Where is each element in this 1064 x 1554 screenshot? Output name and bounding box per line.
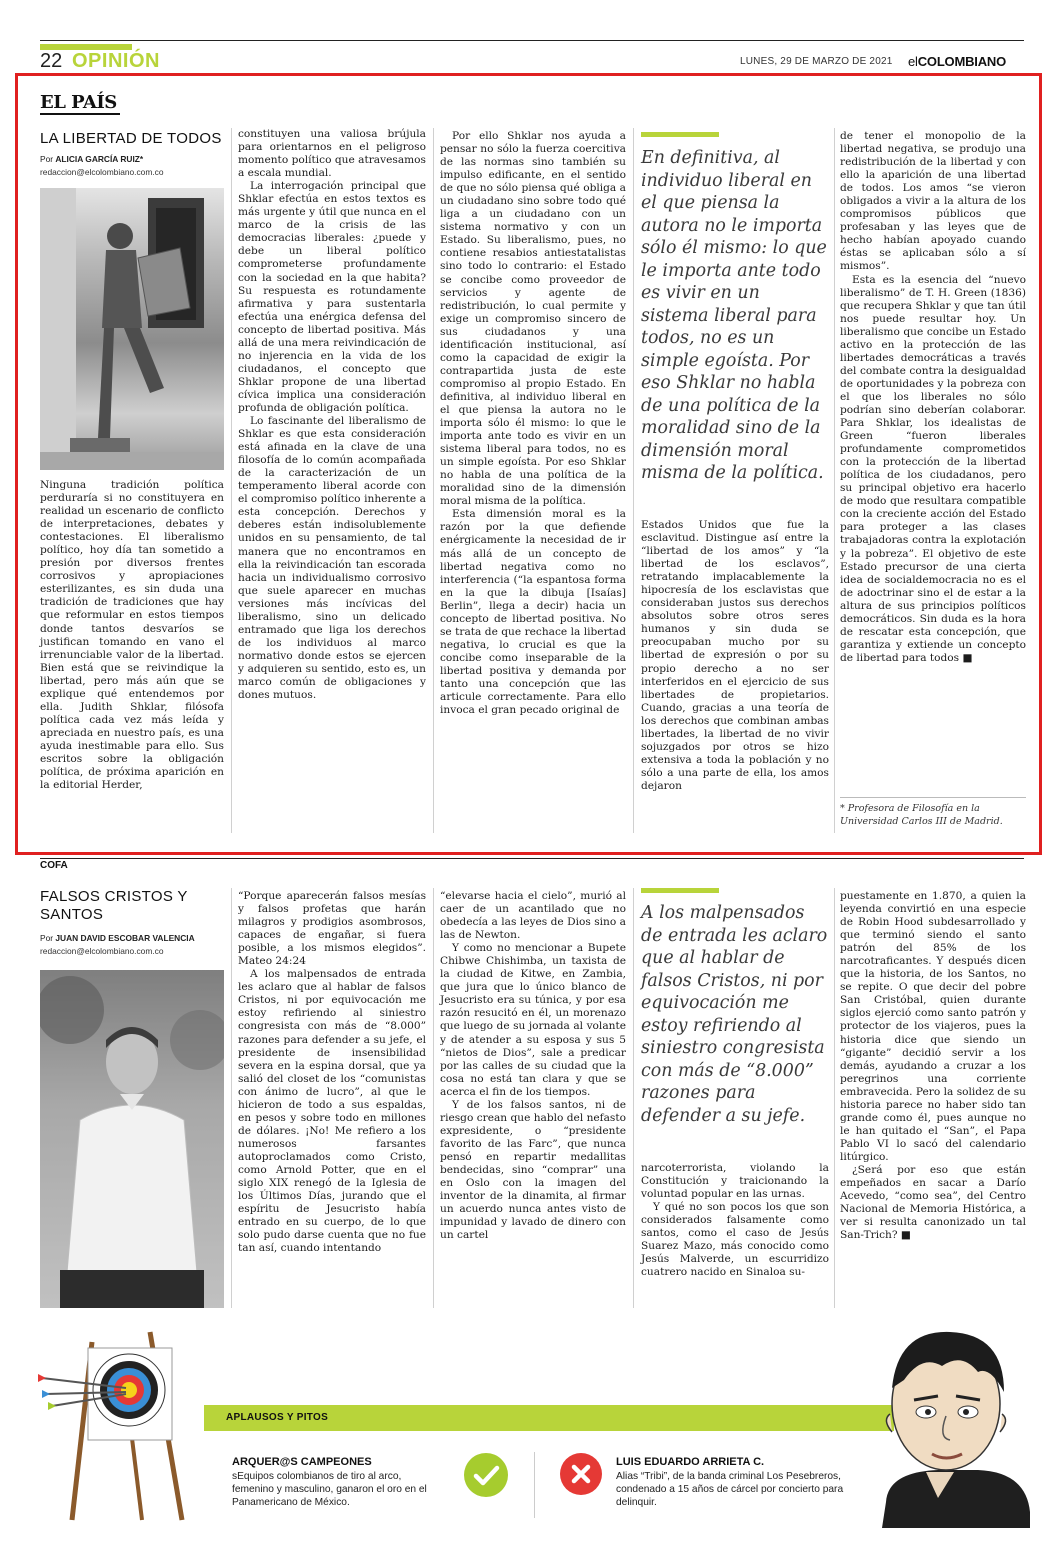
article2-photo-author [40, 970, 224, 1308]
article2-author: JUAN DAVID ESCOBAR VALENCIA [55, 933, 195, 943]
article1-paragraph: Estados Unidos que fue la esclavitud. Distingue así entre la “libertad de los amos” y “la libertad de los esclavos”, retratando implacablemente la hipocresía de los esclavistas que consideraban justos sus derechos absolutos sobre otros seres humanos y sin duda se preocupaban mucho por su libertad de expresión o por su propio derecho a no ser interferidos en el ejercicio de sus libertades de propietarios. Cuando, gracias a una teoría de los derechos que combinan ambas libertades, la libertad de no vivir sojuzgados por otros se hizo extensiva a toda la población y no sólo a una parte de ella, los amos dejaron [641, 519, 829, 792]
article1-footnote: * Profesora de Filosofía en la Universidad Carlos III de Madrid. [840, 803, 1003, 827]
column-divider [633, 888, 634, 1308]
article1-paragraph: de tener el monopolio de la libertad negativa, se produjo una redistribución de la libertad y con ello la aparición de una libertad de todos. Los amos “se vieron obligados a vivir a la altura de los compromisos públicos que profesaban y las leyes que de hecho habían apoyado cuando éstas se aplicaban sólo a sí mismos”. [840, 130, 1026, 273]
article1-column-4 [641, 519, 829, 793]
column-divider [231, 888, 232, 1308]
article2-paragraph: Y de los falsos santos, ni de riesgo crean que hablo del nefasto expresidente, o “presidente favorito de las Farc”, que nunca pensó en repartir medallitas bendecidas, sino “comprar” una en Oslo con la imagen del inventor de la dinamita, al firmar un acuerdo nunca antes visto de impunidad y lavado de dinero con un cartel [440, 1098, 626, 1242]
article2-paragraph: A los malpensados de entrada les aclaro que al hablar de falsos Cristos, ni por equivocación me estoy refiriendo al siniestro congresista con más de “8.000” razones para defender a su jefe, el presidente de insensibilidad severa en la espina dorsal, que ya salió del closet de los “comunistas con ánimo de lucro”, al que le hicieron de todo a sus espaldas, en pesos y sobre todo en millones de dólares. ¡No! Me refiero a los numerosos farsantes autoproclamados como Cristo, como Arnold Potter, que en el siglo XIX renegó de la Iglesia de los Últimos Días, jurando que el espíritu de Jesucristo había entrado en su cuerpo, de lo que solo pudo darse cuenta que no fue tan así, cuando intentando [238, 968, 426, 1255]
article1-column-2 [238, 128, 426, 702]
article1-email: redaccion@elcolombiano.com.co [40, 167, 164, 177]
column-divider [433, 888, 434, 1308]
header-date: LUNES, 29 DE MARZO DE 2021 [740, 56, 893, 67]
article2-column-3 [440, 890, 626, 1242]
article2-pull-quote: A los malpensados de entrada les aclaro que al hablar de falsos Cristos, ni por equivocación me estoy refiriendo al siniestro congresista con más de “8.000” razones para defender a su jefe. [641, 903, 828, 1126]
footnote-rule [840, 797, 1026, 798]
masthead-logo [908, 54, 1006, 69]
article1-photo-statue [40, 188, 224, 470]
pull-quote-accent-bar [641, 132, 719, 137]
article1-paragraph: Esta dimensión moral es la razón por la que defiende enérgicamente la necesidad de ir más allá de un concepto de libertad negativa como no interferencia (“la espantosa forma en la que la dibuja [Isaías] Berlin”, llega a decir) hacia un concepto de libertad positiva. No se trata de que rechace la libertad negativa, lo crucial es que la concibe como inseparable de la libertad positiva y demanda por tanto una concepción que las articule correctamente. Para ello invoca el gran pecado original de [440, 508, 626, 717]
article2-paragraph: “Porque aparecerán falsos mesías y falsos profetas que harán milagros y prodigios asombrosos, capaces de engañar, si fuera posible, a los mismos elegidos”. Mateo 24:24 [238, 890, 426, 968]
pull-quote-accent-bar [641, 888, 719, 893]
article2-title-line1: FALSOS CRISTOS Y [40, 888, 188, 905]
article2-paragraph: puestamente en 1.870, a quien la leyenda convirtió en una especie de Robin Hood subdesarrollado y que terminó siendo el santo patrón del 85% de los narcotraficantes. Y después dicen que la historia, de los Santos, no se repite. O que decir del pobre San Cristóbal, quien durante siglos ejerció como santo patrón y protector de los viajeros, pues la historia dice que siendo un “gigante” decidió servir a los demás, ayudando a cruzar a los peregrinos una corriente embravecida. Pero la solidez de su historia parece no haber sido tan grande como él, pues aunque no le han quitado el “San”, el Papa Pablo VI lo sacó del calendario litúrgico. [840, 890, 1026, 1163]
column-divider [433, 128, 434, 833]
column-divider [633, 128, 634, 833]
masthead-prefix: el [908, 54, 918, 69]
source-logo-rule [40, 113, 120, 115]
article2-paragraph: narcoterrorista, violando la Constitución y traicionando la voluntad popular en las urnas. [641, 1162, 829, 1201]
article1-paragraph: Lo fascinante del liberalismo de Shklar es que esta consideración está afinada en la clave de una filosofía de lo común acompañada de la caracterización de un temperamento liberal acorde con el compromiso político inherente a esta concepción. Derechos y deberes están indisolublemente unidos en su pensamiento, de tal manera que no encontramos en ella la reivindicación tan escorada hacia un individualismo corrosivo que suele aparecer en muchas versiones más incívicas del liberalismo, sino un delicado entramado que liga los derechos de los individuos al marco normativo donde estos se ejercen y adquieren su sentido, esto es, un marco común de obligaciones y dones mutuos. [238, 415, 426, 702]
aplausos-divider [534, 1452, 535, 1518]
article1-column-5 [840, 130, 1026, 665]
article1-byline [40, 154, 143, 164]
author-portrait-illustration [40, 970, 224, 1308]
article1-column-3 [440, 130, 626, 717]
applause-text: sEquipos colombianos de tiro al arco, femenino y masculino, ganaron el oro en el Panamericano de México. [232, 1471, 427, 1508]
byline-prefix: Por [40, 933, 56, 943]
column-divider [231, 128, 232, 833]
article2-column-2 [238, 890, 426, 1255]
article2-paragraph: “elevarse hacia el cielo”, murió al caer de un acantilado que no obedecía a las leyes de Dios sino a las de Newton. [440, 890, 626, 942]
section-name: OPINIÓN [72, 50, 160, 72]
pito-text: Alias “Tribi”, de la banda criminal Los Pesebreros, condenado a 15 años de cárcel por concierto para delinquir. [616, 1471, 844, 1508]
article2-title-line2: SANTOS [40, 906, 104, 923]
article1-paragraph: Ninguna tradición política perduraría si no constituyera en realidad un escenario de conflicto de interpretaciones, debates y contestaciones. El liberalismo político, hoy día tan sometido a presión por diversos frentes corrosivos y apropiaciones esterilizantes, es sin duda una tradición de tradiciones que hay que reformular en estos tiempos donde tantos desvaríos se justifican tomando en vano el irrenunciable valor de la libertad. Bien está que se reivindique la libertad, pero más aún que se explique qué entendemos por ella. Judith Shklar, filósofa política cada vez más leída y apreciada en nuestro país, es una ayuda inestimable para ello. Sus escritos sobre la obligación política, de próxima aparición en la editorial Herder, [40, 479, 224, 792]
article1-paragraph: Por ello Shklar nos ayuda a pensar no sólo la fuerza coercitiva de las normas sino también su impulso edificante, en el sentido de que no sólo piensa qué obliga a un ciudadano sino sobre todo qué liga a un ciudadano con un sistema normativo y con un Estado. Su liberalismo, pues, no contiene resabios antiestatalistas sino todo lo contrario: el Estado se concibe como proveedor de servicios y agente de redistribución, lo cual permite y exige un compromiso sincero de sus ciudadanos y una identificación institucional, así como la capacidad de exigir la contrapartida justa de este compromiso al propio Estado. En definitiva, al individuo liberal en el que piensa la autora no le importa sólo él mismo: lo que le importa ante todo es vivir en un sistema liberal para todos, no es un simple egoísta. Por eso Shklar no habla de una política de la moralidad sino de la dimensión moral misma de la política. [440, 130, 626, 508]
article1-paragraph: La interrogación principal que Shklar efectúa en estos textos es más urgente y útil que nunca en el marco de la crisis de las democracias liberales: ¿puede y debe un liberal político comprometerse profundamente con la sociedad en la que habita? Su respuesta es rotundamente afirmativa y para sustentarla efectúa una enérgica defensa del concepto de libertad positiva. Más allá de una mera reivindicación de no injerencia en la vida de los ciudadanos, el concepto que Shklar propone de una libertad cívica implica una consideración profunda de obligación política. [238, 180, 426, 414]
column-divider [834, 888, 835, 1308]
article1-paragraph: constituyen una valiosa brújula para orientarnos en el peligroso momento político que atravesamos a escala mundial. [238, 128, 426, 180]
article2-byline [40, 933, 195, 943]
article2-email: redaccion@elcolombiano.com.co [40, 946, 164, 956]
section-rule [40, 858, 1024, 859]
article1-author: ALICIA GARCÍA RUIZ* [55, 154, 144, 164]
article2-column-5 [840, 890, 1026, 1242]
article1-paragraph: Esta es la esencia del “nuevo liberalismo” de T. H. Green (1836) que recupera Shklar y que tan útil nos puede resultar hoy. Un liberalismo que concibe un Estado activo en la protección de las libertades democráticas a través del combate contra la desigualdad de oportunidades y la pobreza con el que los liberales no sólo podrían sino deberían colaborar. Para Shklar, los idealistas de Green “fueron liberales profundamente comprometidos con la protección de la libertad política de los ciudadanos, pero su principal objetivo era hacerlo de modo que resultara compatible con la creciente acción del Estado para proteger a las clases trabajadoras contra la explotación y la pobreza”. El objetivo de este Estado precursor de una cierta idea de socialdemocracia no es el de adoctrinar sino el de estar a la altura de sus principios políticos democráticos. Sin duda es la hora de rescatar esta concepción, que garantiza y extiende un concepto de libertad para todos ■ [840, 273, 1026, 664]
article2-paragraph: Y como no mencionar a Bupete Chibwe Chishimba, un taxista de la ciudad de Kitwe, en Zambia, que jura que lo único blanco de Jesucristo era su túnica, y por esa razón resucitó en él, un morenazo que luego de su jornada al volante y de atender a su esposa y sus 5 “nietos de Dios”, sale a predicar por las calles de su ciudad que la cosa no está tan clara y que se acerca el fin de los tiempos. [440, 942, 626, 1098]
article2-paragraph: Y qué no son pocos los que son considerados falsamente como santos, como el caso de Jesús Suarez Mazo, más conocido como Jesús Malverde, un escurridizo cuatrero nacido en Sinaloa su- [641, 1201, 829, 1279]
aplausos-banner-title: APLAUSOS Y PITOS [226, 1412, 329, 1423]
caricature-illustration [858, 1322, 1038, 1528]
column-divider [834, 128, 835, 833]
article2-paragraph: ¿Será por eso que están empeñados en sacar a Darío Acevedo, “como sea”, del Centro Nacional de Memoria Histórica, a ver si resulta canonizado un tal San-Trich? ■ [840, 1163, 1026, 1242]
article2-column-4 [641, 1162, 829, 1279]
byline-prefix: Por [40, 154, 56, 164]
page-number: 22 [40, 50, 63, 72]
statue-illustration [40, 188, 224, 470]
masthead-name: COLOMBIANO [917, 54, 1006, 69]
header-rule [40, 40, 1024, 41]
applause-title: ARQUER@S CAMPEONES [232, 1456, 372, 1468]
source-logo-el-pais: EL PAÍS [40, 92, 117, 113]
pito-title: LUIS EDUARDO ARRIETA C. [616, 1456, 765, 1468]
cross-icon [560, 1453, 602, 1495]
article1-title: LA LIBERTAD DE TODOS [40, 130, 222, 147]
article1-column-1 [40, 479, 224, 792]
article1-pull-quote: En definitiva, al individuo liberal en el que piensa la autora no le importa sólo él mismo: lo que le importa ante todo es vivir en un sistema liberal para todos, no es un simple egoísta. Por eso Shklar no habla de una política de la moralidad sino de la dimensión moral misma de la política. [641, 148, 827, 483]
article2-kicker: COFA [40, 860, 68, 871]
archery-target-icon [32, 1322, 202, 1522]
check-icon [464, 1453, 508, 1497]
